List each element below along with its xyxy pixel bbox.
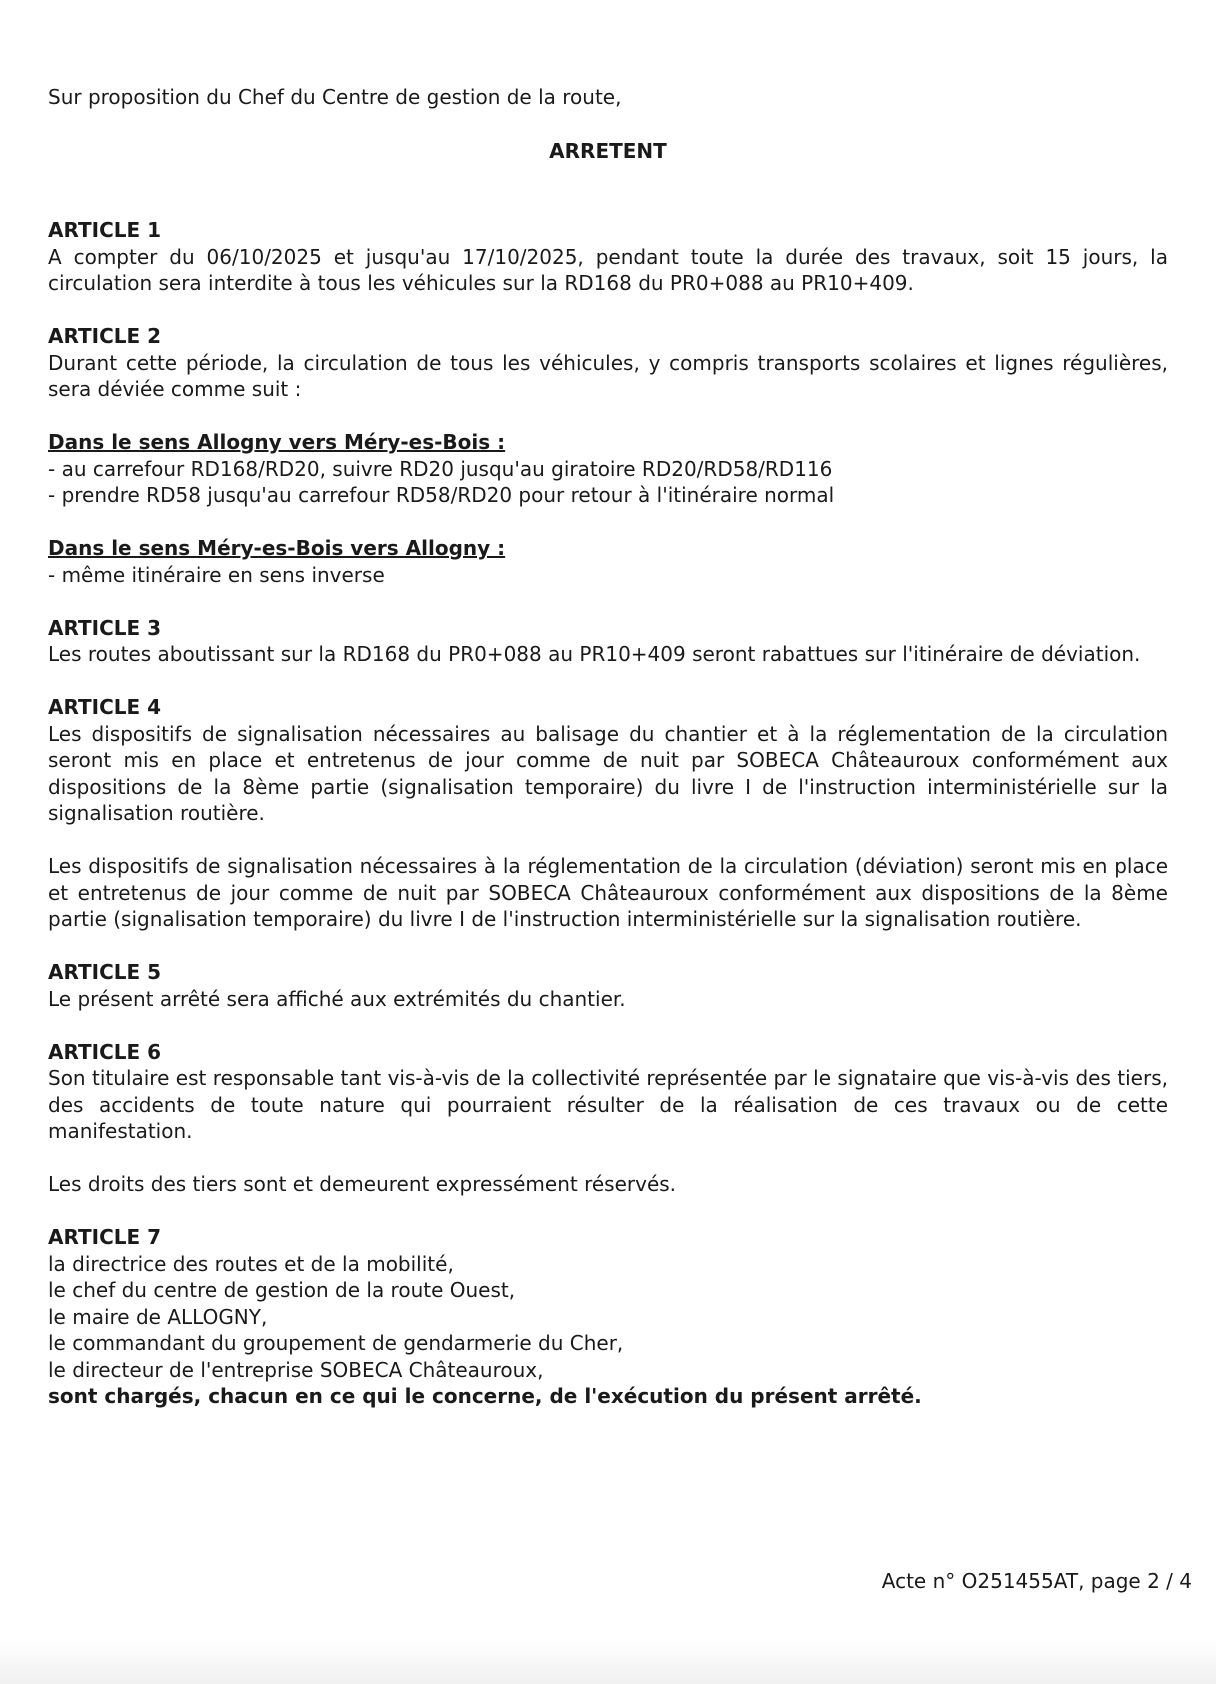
article-2 — [48, 323, 1168, 403]
article-4 — [48, 694, 1168, 933]
article-title: ARTICLE 1 — [48, 218, 162, 242]
article-3 — [48, 615, 1168, 668]
direction-allogny-to-mery — [48, 429, 1168, 509]
responsible-party: le maire de ALLOGNY, — [48, 1304, 268, 1329]
intro-text: Sur proposition du Chef du Centre de gestion de la route, — [48, 85, 622, 109]
article-1 — [48, 217, 1168, 297]
responsible-party: la directrice des routes et de la mobilité, — [48, 1251, 454, 1276]
article-title: ARTICLE 5 — [48, 960, 162, 984]
article-paragraph: Les dispositifs de signalisation nécessaires au balisage du chantier et à la réglementation de la circulation seront mis en place et entretenus de jour comme de nuit par SOBECA Châteauroux conformément aux dispositions de la 8ème partie (signalisation temporaire) du livre I de l'instruction interministérielle sur la signalisation routière. — [48, 721, 1168, 825]
responsible-party: le chef du centre de gestion de la route Ouest, — [48, 1278, 516, 1302]
article-paragraph: Les dispositifs de signalisation nécessaires à la réglementation de la circulation (déviation) seront mis en place et entretenus de jour comme de nuit par SOBECA Châteauroux conformément aux dispositions de la 8ème partie (signalisation temporaire) du livre I de l'instruction interministérielle sur la signalisation routière. — [48, 854, 1168, 931]
article-paragraph: Le présent arrêté sera affiché aux extrémités du chantier. — [48, 986, 626, 1011]
article-paragraph: Son titulaire est responsable tant vis-à-vis de la collectivité représentée par le signataire que vis-à-vis des tiers, des accidents de toute nature qui pourraient résulter de la réalisation de ces travaux ou de cette manifestation. — [48, 1066, 1168, 1143]
article-7 — [48, 1224, 1168, 1410]
article-title: ARTICLE 2 — [48, 324, 162, 348]
closing-statement: sont chargés, chacun en ce qui le concerne, de l'exécution du présent arrêté. — [48, 1384, 922, 1408]
direction-line: - même itinéraire en sens inverse — [48, 562, 385, 587]
direction-line: - prendre RD58 jusqu'au carrefour RD58/RD20 pour retour à l'itinéraire normal — [48, 483, 835, 507]
articles-body — [48, 217, 1168, 1436]
page-bottom-edge — [0, 1640, 1216, 1684]
article-paragraph: A compter du 06/10/2025 et jusqu'au 17/10/2025, pendant toute la durée des travaux, soit 15 jours, la circulation sera interdite à tous les véhicules sur la RD168 du PR0+088 au PR10+409. — [48, 244, 1168, 295]
article-paragraph: Durant cette période, la circulation de tous les véhicules, y compris transports scolaires et lignes régulières, sera déviée comme suit : — [48, 350, 1168, 401]
direction-mery-to-allogny — [48, 535, 1168, 588]
responsible-party: le commandant du groupement de gendarmerie du Cher, — [48, 1331, 624, 1355]
page-footer: Acte n° O251455AT, page 2 / 4 — [881, 1569, 1192, 1593]
direction-line: - au carrefour RD168/RD20, suivre RD20 jusqu'au giratoire RD20/RD58/RD116 — [48, 456, 833, 481]
responsible-party: le directeur de l'entreprise SOBECA Châteauroux, — [48, 1357, 544, 1382]
article-title: ARTICLE 3 — [48, 615, 162, 640]
article-paragraph: Les routes aboutissant sur la RD168 du PR0+088 au PR10+409 seront rabattues sur l'itinéraire de déviation. — [48, 642, 1141, 666]
article-title: ARTICLE 4 — [48, 695, 162, 719]
article-title: ARTICLE 6 — [48, 1039, 162, 1064]
decree-title: ARRETENT — [549, 139, 667, 163]
article-5 — [48, 959, 1168, 1012]
article-6 — [48, 1039, 1168, 1198]
article-paragraph: Les droits des tiers sont et demeurent expressément réservés. — [48, 1172, 677, 1196]
direction-title: Dans le sens Méry-es-Bois vers Allogny : — [48, 536, 506, 560]
article-title: ARTICLE 7 — [48, 1225, 162, 1249]
direction-title: Dans le sens Allogny vers Méry-es-Bois : — [48, 430, 506, 454]
